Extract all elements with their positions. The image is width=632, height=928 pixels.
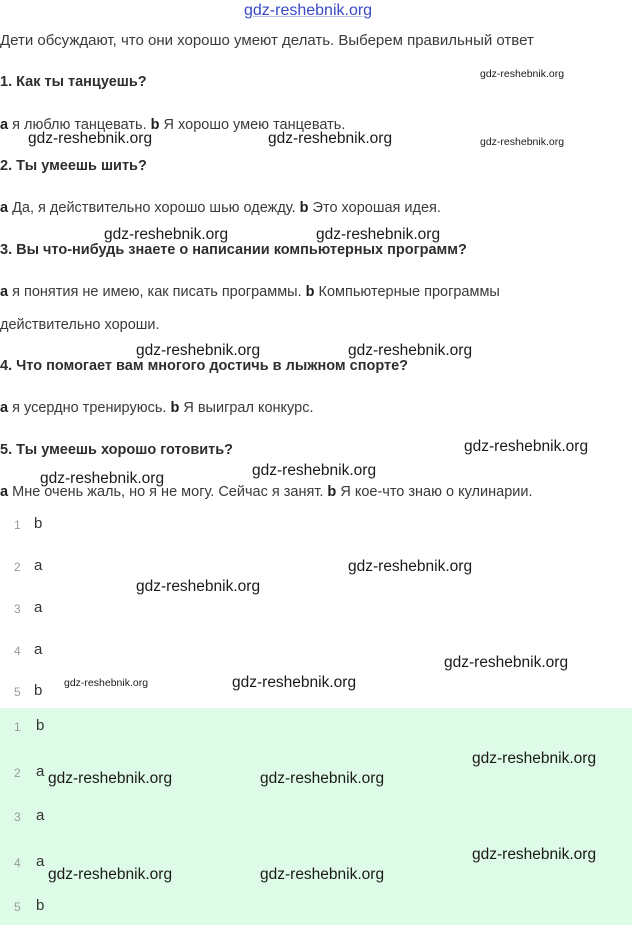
answer-value: a bbox=[36, 807, 45, 824]
watermark: gdz-reshebnik.org bbox=[252, 462, 377, 479]
answer-row bbox=[0, 506, 632, 546]
option-b-letter: b bbox=[299, 200, 309, 216]
answer-row-highlighted bbox=[0, 888, 632, 928]
option-a-letter: a bbox=[0, 484, 9, 500]
answer-row bbox=[0, 590, 632, 630]
task-instruction: Дети обсуждают, что они хорошо умеют делать. Выберем правильный ответ bbox=[0, 32, 534, 49]
option-b-letter: b bbox=[150, 117, 160, 133]
question-3: 3. Вы что-нибудь знаете о написании компьютерных программ? bbox=[0, 242, 467, 258]
answer-value: b bbox=[34, 682, 43, 699]
answer-value: b bbox=[34, 515, 43, 532]
option-a-letter: a bbox=[0, 117, 9, 133]
watermark: gdz-reshebnik.org bbox=[472, 846, 597, 863]
watermark: gdz-reshebnik.org bbox=[104, 226, 229, 243]
question-3-option-b-continued: действительно хороши. bbox=[0, 317, 160, 333]
watermark: gdz-reshebnik.org bbox=[316, 226, 441, 243]
watermark: gdz-reshebnik.org bbox=[348, 558, 473, 575]
answer-value: a bbox=[34, 599, 43, 616]
question-4-options bbox=[0, 400, 314, 416]
option-a-text: я люблю танцевать. bbox=[12, 117, 147, 133]
option-a-text: Да, я действительно хорошо шью одежду. bbox=[12, 200, 296, 216]
watermark: gdz-reshebnik.org bbox=[480, 68, 565, 80]
answer-number: 4 bbox=[14, 856, 21, 870]
answer-value: a bbox=[36, 763, 45, 780]
option-a-letter: a bbox=[0, 200, 9, 216]
watermark: gdz-reshebnik.org bbox=[232, 674, 357, 691]
watermark: gdz-reshebnik.org bbox=[28, 130, 153, 147]
option-a-text: Мне очень жаль, но я не могу. Сейчас я занят. bbox=[12, 484, 324, 500]
watermark: gdz-reshebnik.org bbox=[136, 342, 261, 359]
option-b-letter: b bbox=[170, 400, 180, 416]
answer-value: b bbox=[36, 717, 45, 734]
watermark: gdz-reshebnik.org bbox=[464, 438, 589, 455]
site-header-link[interactable]: gdz-reshebnik.org bbox=[244, 2, 373, 19]
option-b-text: Я кое-что знаю о кулинарии. bbox=[340, 484, 533, 500]
answer-row bbox=[0, 548, 632, 588]
question-1: 1. Как ты танцуешь? bbox=[0, 74, 147, 90]
option-a-text: я усердно тренируюсь. bbox=[12, 400, 167, 416]
option-a-letter: a bbox=[0, 284, 9, 300]
watermark: gdz-reshebnik.org bbox=[48, 866, 173, 883]
answer-number: 2 bbox=[14, 766, 21, 780]
answer-row-highlighted bbox=[0, 798, 632, 838]
answer-value: b bbox=[36, 897, 45, 914]
option-b-letter: b bbox=[327, 484, 337, 500]
watermark: gdz-reshebnik.org bbox=[64, 677, 149, 689]
option-a-letter: a bbox=[0, 400, 9, 416]
answer-number: 1 bbox=[14, 518, 21, 532]
watermark: gdz-reshebnik.org bbox=[40, 470, 165, 487]
watermark: gdz-reshebnik.org bbox=[444, 654, 569, 671]
answer-number: 2 bbox=[14, 560, 21, 574]
option-b-text: Я хорошо умею танцевать. bbox=[163, 117, 346, 133]
question-2: 2. Ты умеешь шить? bbox=[0, 158, 147, 174]
watermark: gdz-reshebnik.org bbox=[268, 130, 393, 147]
question-3-options bbox=[0, 284, 500, 300]
answer-number: 4 bbox=[14, 644, 21, 658]
option-b-text: Компьютерные программы bbox=[318, 284, 500, 300]
watermark: gdz-reshebnik.org bbox=[260, 770, 385, 787]
answer-number: 5 bbox=[14, 900, 21, 914]
watermark: gdz-reshebnik.org bbox=[48, 770, 173, 787]
watermark: gdz-reshebnik.org bbox=[260, 866, 385, 883]
option-b-text: Я выиграл конкурс. bbox=[183, 400, 314, 416]
answer-row-highlighted bbox=[0, 708, 632, 748]
answer-number: 3 bbox=[14, 810, 21, 824]
question-4: 4. Что помогает вам многого достичь в лыжном спорте? bbox=[0, 358, 409, 374]
watermark: gdz-reshebnik.org bbox=[472, 750, 597, 767]
question-5: 5. Ты умеешь хорошо готовить? bbox=[0, 442, 234, 458]
answer-value: a bbox=[34, 557, 43, 574]
option-b-letter: b bbox=[305, 284, 315, 300]
answer-number: 1 bbox=[14, 720, 21, 734]
question-2-options bbox=[0, 200, 441, 216]
watermark: gdz-reshebnik.org bbox=[480, 136, 565, 148]
option-b-text: Это хорошая идея. bbox=[312, 200, 441, 216]
answer-value: a bbox=[36, 853, 45, 870]
option-a-text: я понятия не имею, как писать программы. bbox=[12, 284, 302, 300]
watermark: gdz-reshebnik.org bbox=[136, 578, 261, 595]
answer-number: 5 bbox=[14, 685, 21, 699]
answer-number: 3 bbox=[14, 602, 21, 616]
answer-value: a bbox=[34, 641, 43, 658]
watermark: gdz-reshebnik.org bbox=[348, 342, 473, 359]
